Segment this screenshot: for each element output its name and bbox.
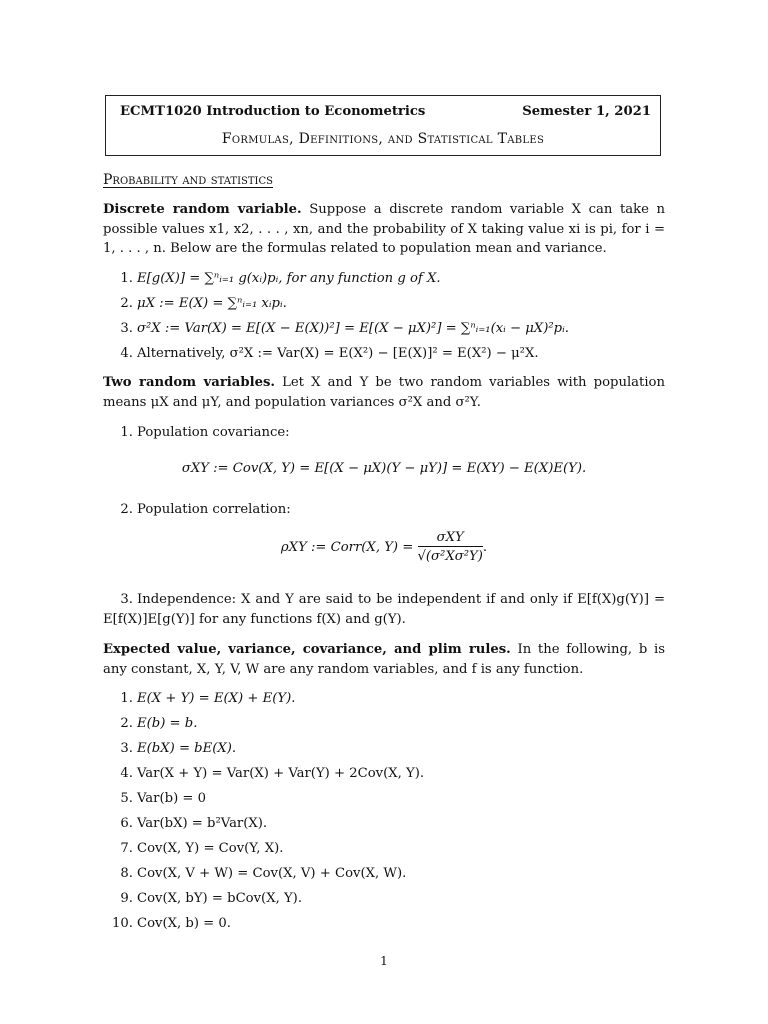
discrete-paragraph (103, 200, 665, 259)
course-title: ECMT1020 Introduction to Econometrics (120, 104, 426, 119)
document-subtitle: Formulas, Definitions, and Statistical Tables (221, 131, 545, 147)
list-item: 3. E(bX) = bE(X). (120, 741, 237, 756)
list-item: 6. Var(bX) = b²Var(X). (120, 816, 268, 831)
page-number: 1 (380, 954, 388, 968)
list-item: 4. Alternatively, σ²X := Var(X) = E(X²) − [E(X)]² = E(X²) − μ²X. (120, 346, 539, 361)
list-item: 9. Cov(X, bY) = bCov(X, Y). (120, 891, 303, 906)
list-item: 4. Var(X + Y) = Var(X) + Var(Y) + 2Cov(X, Y). (120, 766, 425, 781)
rules-paragraph (103, 640, 665, 679)
covariance-formula: σXY := Cov(X, Y) = E[(X − μX)(Y − μY)] = E(XY) − E(X)E(Y). (181, 461, 587, 476)
discrete-text: Suppose a discrete random variable X can take n possible values x1, x2, . . . , xn, and the probability of X taking value xi is pi, for i = 1, . . . , n. Below are the formulas related to population mean and variance. (103, 202, 665, 256)
discrete-heading: Discrete random variable. (103, 202, 302, 217)
list-item: 5. Var(b) = 0 (120, 791, 207, 806)
list-item: 7. Cov(X, Y) = Cov(Y, X). (120, 841, 284, 856)
header-box (105, 95, 661, 156)
rules-text: In the following, b is any constant, X, Y, V, W are any random variables, and f is any function. (103, 642, 665, 677)
list-item: 10. Cov(X, b) = 0. (112, 916, 231, 931)
list-item: 3. σ²X := Var(X) = E[(X − E(X))²] = E[(X − μX)²] = ∑ⁿᵢ₌₁(xᵢ − μX)²pᵢ. (120, 321, 569, 336)
list-item: 2. μX := E(X) = ∑ⁿᵢ₌₁ xᵢpᵢ. (120, 296, 287, 311)
correlation-fraction: $\frac{\text{σXY}}{\text{√(σ²Xσ²Y)}}$ (417, 530, 483, 564)
section-title: Probability and statistics (103, 172, 274, 188)
rules-heading: Expected value, variance, covariance, and plim rules. (103, 642, 511, 657)
semester-label: Semester 1, 2021 (522, 104, 651, 119)
independence-item: 3. Independence: X and Y are said to be independent if and only if E[f(X)g(Y)] = E[f(X)]E[g(Y)] for any functions f(X) and g(Y). (103, 592, 665, 627)
list-item: 1. E[g(X)] = ∑ⁿᵢ₌₁ g(xᵢ)pᵢ, for any function g of X. (120, 271, 441, 286)
list-item: 2. E(b) = b. (120, 716, 198, 731)
list-item: 8. Cov(X, V + W) = Cov(X, V) + Cov(X, W). (120, 866, 407, 881)
list-item: 1. Population covariance: (120, 425, 290, 440)
list-item: 2. Population correlation: (120, 502, 291, 517)
two-rv-heading: Two random variables. (103, 375, 275, 390)
two-rv-paragraph (103, 373, 665, 412)
two-rv-text: Let X and Y be two random variables with population means μX and μY, and population variances σ²X and σ²Y. (103, 375, 665, 410)
correlation-formula: ρXY := Corr(X, Y) = $\frac{\text{σXY}}{\text{√(σ²Xσ²Y)}}$ . (280, 530, 488, 564)
list-item: 1. E(X + Y) = E(X) + E(Y). (120, 691, 296, 706)
